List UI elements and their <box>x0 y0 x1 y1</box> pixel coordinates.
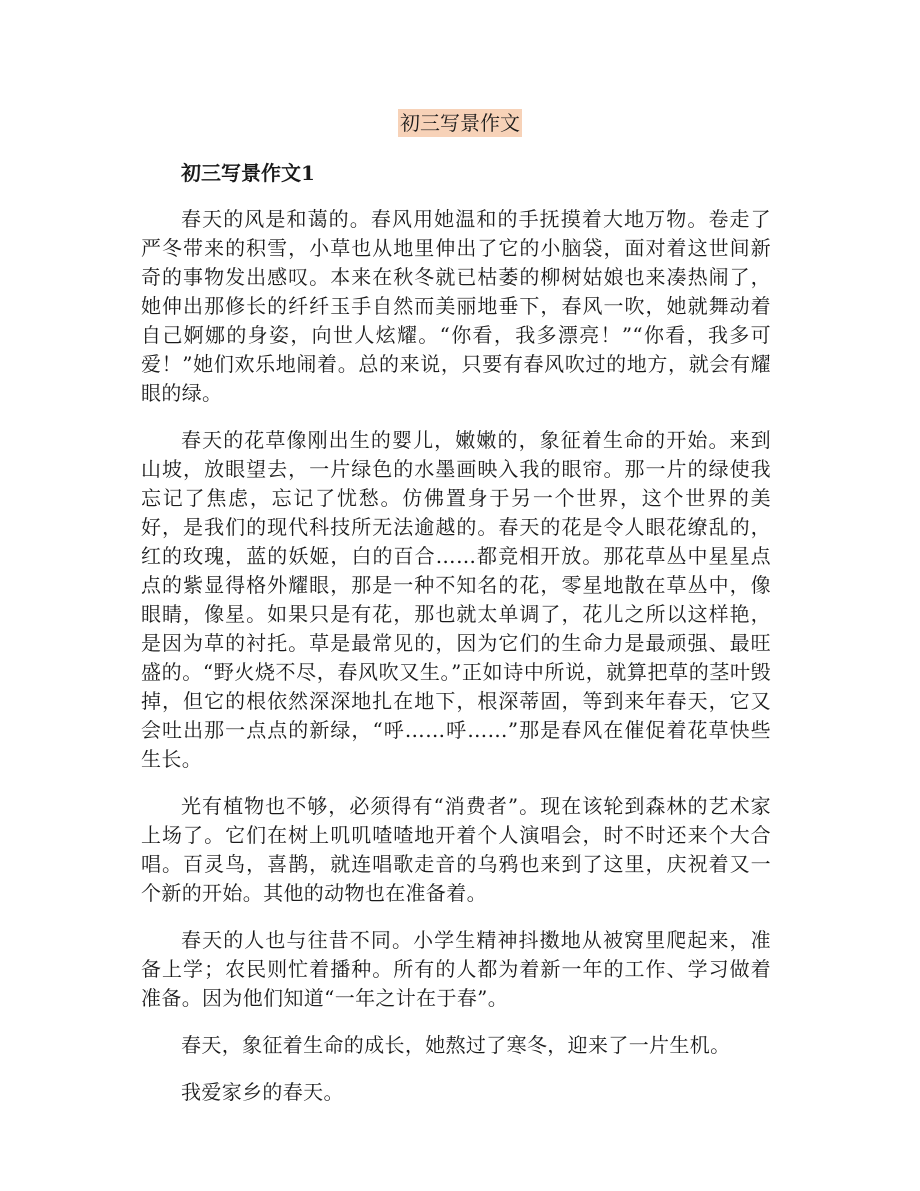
paragraph-4: 春天的人也与往昔不同。小学生精神抖擞地从被窝里爬起来，准备上学；农民则忙着播种。所有的人都为着新一年的工作、学习做着准备。因为他们知道“一年之计在于春”。 <box>141 928 771 1010</box>
document-title <box>0 108 920 138</box>
document-title-text: 初三写景作文 <box>400 111 520 135</box>
paragraph-5: 春天，象征着生命的成长，她熬过了寒冬，迎来了一片生机。 <box>181 1033 731 1057</box>
paragraph-3: 光有植物也不够，必须得有“消费者”。现在该轮到森林的艺术家上场了。它们在树上叽叽喳喳地开着个人演唱会，时不时还来个大合唱。百灵鸟，喜鹊，就连唱歌走音的乌鸦也来到了这里，庆祝着又一个新的开始。其他的动物也在准备着。 <box>141 794 771 905</box>
essay-body <box>141 205 771 1125</box>
section-heading: 初三写景作文1 <box>181 161 315 185</box>
paragraph-1: 春天的风是和蔼的。春风用她温和的手抚摸着大地万物。卷走了严冬带来的积雪，小草也从地里伸出了它的小脑袋，面对着这世间新奇的事物发出感叹。本来在秋冬就已枯萎的柳树姑娘也来凑热闹了，她伸出那修长的纤纤玉手自然而美丽地垂下，春风一吹，她就舞动着自己婀娜的身姿，向世人炫耀。“你看，我多漂亮！”“你看，我多可爱！”她们欢乐地闹着。总的来说，只要有春风吹过的地方，就会有耀眼的绿。 <box>141 207 771 405</box>
paragraph-6: 我爱家乡的春天。 <box>181 1080 344 1104</box>
paragraph-2: 春天的花草像刚出生的婴儿，嫩嫩的，象征着生命的开始。来到山坡，放眼望去，一片绿色的水墨画映入我的眼帘。那一片的绿使我忘记了焦虑，忘记了忧愁。仿佛置身于另一个世界，这个世界的美好，是我们的现代科技所无法逾越的。春天的花是令人眼花缭乱的，红的玫瑰，蓝的妖姬，白的百合……都竞相开放。那花草丛中星星点点的紫显得格外耀眼，那是一种不知名的花，零星地散在草丛中，像眼睛，像星。如果只是有花，那也就太单调了，花儿之所以这样艳，是因为草的衬托。草是最常见的，因为它们的生命力是最顽强、最旺盛的。“野火烧不尽，春风吹又生。”正如诗中所说，就算把草的茎叶毁掉，但它的根依然深深地扎在地下，根深蒂固，等到来年春天，它又会吐出那一点点的新绿，“呼……呼……”那是春风在催促着花草快些生长。 <box>141 428 771 771</box>
